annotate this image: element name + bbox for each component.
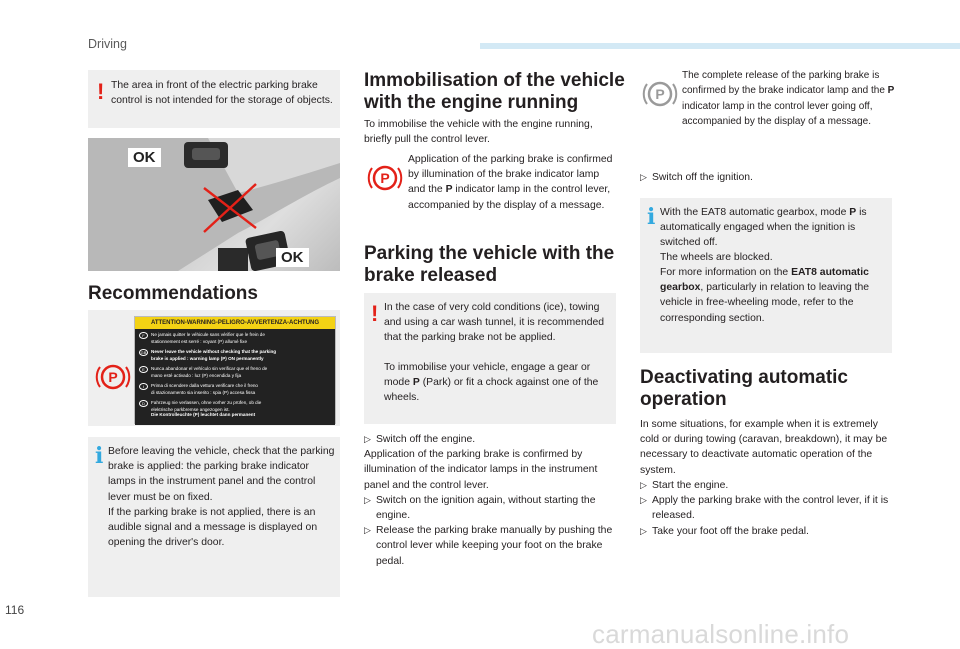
arrow-bullet-icon: ▷ — [364, 494, 371, 505]
arrow-bullet-icon: ▷ — [640, 525, 647, 536]
cold-conditions-warning-box — [364, 293, 616, 424]
svg-text:P: P — [108, 369, 118, 385]
storage-warning-box — [88, 70, 340, 128]
arrow-bullet-icon: ▷ — [640, 172, 647, 182]
arrow-bullet-icon: ▷ — [364, 434, 371, 444]
sticker-row: GB Never leave the vehicle without checking that the parking brake is applied : warning lamp (P) ON permanently — [140, 349, 277, 361]
flag-icon: GB — [140, 350, 147, 355]
immobilisation-text: To immobilise the vehicle with the engine running, briefly pull the control lever. — [364, 119, 593, 146]
sticker-row: I Prima di scendere dalla vettura verificare che il freno di stazionamento sia inserito : spia (P) accesa fissa — [139, 383, 258, 395]
page-number: 116 — [5, 603, 25, 617]
deactivating-steps — [640, 478, 892, 539]
immobilisation-title: Immobilisation of the vehicle with the engine running — [364, 70, 625, 113]
step-item: ▷ Take your foot off the brake pedal. — [640, 524, 892, 539]
sticker-row: D Fahrzeug nie verlassen, ohne vorher zu prüfen, ob die elektrische parkbremse angezogen ist. Die Kontrolleuchte (P) leuchtet dann permanent — [139, 400, 261, 418]
eat8-text: With the EAT8 automatic gearbox, mode P is automatically engaged when the ignition is switched off. — [660, 207, 867, 249]
application-text: Application of the parking brake is confirmed by illumination of the brake indicator lamp and the P indicator lamp in the control lever, accompanied by the display of a message. — [408, 154, 613, 211]
info-not-applied-text: If the parking brake is not applied, there is an audible signal and a message is displayed on opening the driver's door. — [108, 507, 318, 549]
parking-warning-label — [88, 310, 340, 426]
flag-icon: F — [139, 332, 148, 339]
step-item: ▷ Start the engine. — [640, 478, 892, 493]
section-title: Driving — [88, 37, 127, 51]
recommendations-title: Recommendations — [88, 283, 258, 304]
ok-label-top: OK — [128, 148, 161, 167]
arrow-bullet-icon: ▷ — [364, 525, 371, 536]
sticker-row: E Nunca abandonar el vehículo sin verificar que el freno de mano esté activado : luz (P) encendida y fija — [139, 366, 267, 378]
warning-sticker-body — [135, 329, 335, 425]
warning-exclamation-icon: ! — [97, 79, 105, 104]
warning-exclamation-icon: ! — [371, 301, 379, 326]
flag-icon: E — [139, 366, 148, 373]
arrow-bullet-icon: ▷ — [640, 480, 647, 490]
warning-sticker — [134, 316, 336, 424]
storage-warning-text: The area in front of the electric parking brake control is not intended for the storage of objects. — [111, 80, 333, 107]
info-icon: i — [95, 443, 104, 469]
release-steps — [364, 432, 620, 569]
cold-warning-text: In the case of very cold conditions (ice), towing and using a car wash tunnel, it is recommended that the parking brake not be applied. — [384, 302, 605, 344]
wheels-blocked-text: The wheels are blocked. — [660, 252, 773, 263]
step-item: ▷ Switch off the ignition. — [640, 170, 890, 185]
info-icon: i — [647, 204, 656, 230]
watermark: carmanualsonline.info — [592, 619, 850, 649]
step-item: ▷ Release the parking brake manually by pushing the control lever while keeping your foot on the brake pedal. — [364, 525, 613, 567]
parking-brake-red-icon — [95, 362, 131, 392]
step-item: ▷ Apply the parking brake with the control lever, if it is released. — [640, 495, 889, 522]
parking-control-photo — [88, 138, 340, 271]
step-paragraph: Application of the parking brake is confirmed by illumination of the indicator lamps in the instrument panel and the control lever. — [364, 449, 598, 491]
parking-released-title: Parking the vehicle with the brake released — [364, 243, 615, 286]
info-before-leaving-box — [88, 437, 340, 597]
deactivating-title: Deactivating automatic operation — [640, 367, 848, 410]
eat8-info-box — [640, 198, 892, 353]
svg-text:P: P — [380, 170, 390, 186]
step-item: ▷ Switch off the engine. — [364, 432, 620, 447]
arrow-bullet-icon: ▷ — [640, 495, 647, 506]
header-bar — [480, 43, 960, 49]
warning-sticker-title: ATTENTION-WARNING-PELIGRO-AVVERTENZA-ACHTUNG — [135, 317, 335, 329]
info-before-leaving-text: Before leaving the vehicle, check that the parking brake is applied: the parking brake indicator lamps in the instrument panel and the control lever must be on fixed. — [108, 446, 335, 503]
sticker-row: F Ne jamais quitter le véhicule sans vérifier que le frein de stationnement est serré : voyant (P) allumé fixe — [139, 332, 265, 344]
flag-icon: I — [139, 383, 148, 390]
flag-icon: D — [139, 400, 148, 407]
step-item: ▷ Switch on the ignition again, without starting the engine. — [364, 494, 596, 522]
parking-brake-grey-icon — [642, 79, 678, 109]
svg-text:P: P — [655, 86, 665, 102]
more-info-text: For more information on the EAT8 automatic gearbox, particularly in relation to leaving the vehicle in free-wheeling mode, refer to the corresponding section. — [660, 267, 870, 324]
complete-release-text: The complete release of the parking brake is confirmed by the brake indicator lamp and the P indicator lamp in the control lever going off, accompanied by the display of a message. — [682, 70, 895, 127]
deactivating-text: In some situations, for example when it is extremely cold or during towing (caravan, breakdown), it may be necessary to deactivate automatic operation of the system. — [640, 419, 888, 476]
parking-brake-red-icon — [367, 163, 403, 193]
switch-off-step — [640, 170, 890, 185]
ok-label-bottom: OK — [276, 248, 309, 267]
cold-warning-text-2: To immobilise your vehicle, engage a gear or mode P (Park) or fit a chock against one of the wheels. — [384, 362, 599, 404]
